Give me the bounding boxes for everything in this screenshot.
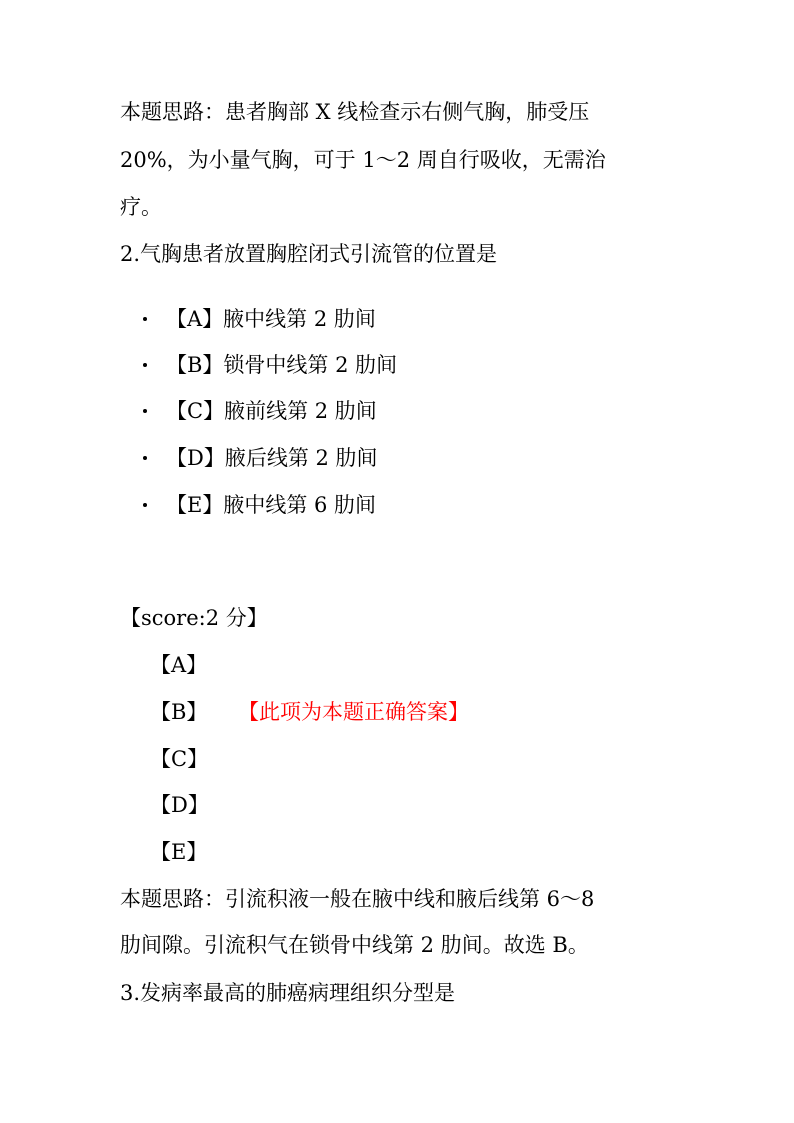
q2-option-a	[143, 305, 376, 333]
answer-row-c	[150, 745, 238, 773]
q2-score: 【score:2 分】	[120, 606, 268, 630]
q2-option-c	[143, 397, 377, 425]
correct-answer-tag: 【此项为本题正确答案】	[238, 700, 469, 724]
answer-letter: 【C】	[150, 747, 209, 771]
answer-letter: 【A】	[150, 653, 208, 677]
answer-row-d	[150, 791, 238, 819]
option-text: 【E】腋中线第 6 肋间	[166, 493, 377, 517]
bullet-icon	[143, 409, 147, 413]
answer-letter: 【B】	[150, 700, 208, 724]
bullet-icon	[143, 363, 147, 367]
q1-explanation-line-3: 疗。	[120, 195, 162, 219]
q2-explanation-line-2: 肋间隙。引流积气在锁骨中线第 2 肋间。故选 B。	[120, 933, 589, 957]
q2-option-d	[143, 444, 378, 472]
answer-letter: 【D】	[150, 793, 209, 817]
answer-row-e	[150, 838, 238, 866]
option-text: 【B】锁骨中线第 2 肋间	[166, 353, 398, 377]
q2-option-b	[143, 351, 397, 379]
answer-row-b	[150, 698, 469, 726]
q2-stem: 2.气胸患者放置胸腔闭式引流管的位置是	[120, 242, 498, 266]
option-text: 【C】腋前线第 2 肋间	[166, 399, 377, 423]
option-text: 【D】腋后线第 2 肋间	[166, 446, 378, 470]
q1-explanation-line-1: 本题思路：患者胸部 X 线检查示右侧气胸，肺受压	[120, 100, 590, 124]
q3-stem: 3.发病率最高的肺癌病理组织分型是	[120, 981, 456, 1005]
q2-explanation-line-1: 本题思路：引流积液一般在腋中线和腋后线第 6～8	[120, 887, 595, 911]
bullet-icon	[143, 317, 147, 321]
q2-option-e	[143, 491, 376, 519]
bullet-icon	[143, 456, 147, 460]
answer-letter: 【E】	[150, 840, 208, 864]
bullet-icon	[143, 503, 147, 507]
q1-explanation-line-2: 20%，为小量气胸，可于 1～2 周自行吸收，无需治	[120, 148, 606, 172]
answer-row-a	[150, 651, 238, 679]
option-text: 【A】腋中线第 2 肋间	[166, 307, 376, 331]
